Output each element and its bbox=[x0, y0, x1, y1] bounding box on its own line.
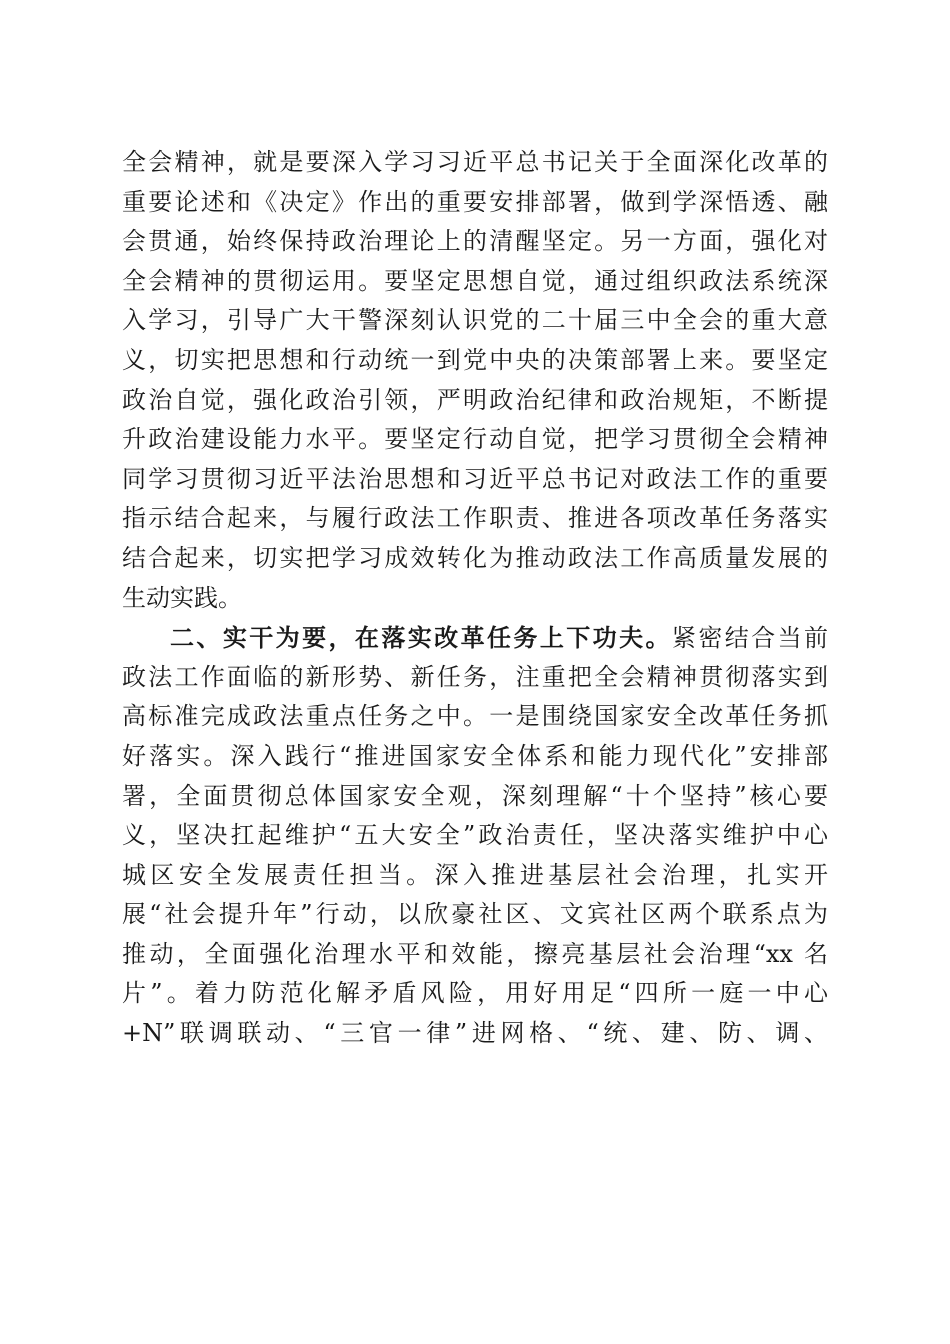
text-line: 义，坚决扛起维护“五大安全”政治责任，坚决落实维护中心 bbox=[122, 821, 828, 850]
text-line-first bbox=[122, 618, 828, 658]
paragraph-2 bbox=[122, 618, 828, 1054]
paragraph-1 bbox=[122, 143, 828, 618]
text-line: 义，切实把思想和行动统一到党中央的决策部署上来。要坚定 bbox=[122, 345, 828, 374]
body-text bbox=[122, 143, 828, 1054]
section-heading: 二、实干为要，在落实改革任务上下功夫。 bbox=[170, 623, 672, 653]
text-line: 入学习，引导广大干警深刻认识党的二十届三中全会的重大意 bbox=[122, 306, 828, 335]
text-line: 结合起来，切实把学习成效转化为推动政法工作高质量发展的 bbox=[122, 543, 828, 572]
text-line: 同学习贯彻习近平法治思想和习近平总书记对政法工作的重要 bbox=[122, 464, 828, 493]
text-line: 会贯通，始终保持政治理论上的清醒坚定。另一方面，强化对 bbox=[122, 227, 828, 256]
text-line: 城区安全发展责任担当。深入推进基层社会治理，扎实开 bbox=[122, 860, 828, 889]
text-line: 全会精神的贯彻运用。要坚定思想自觉，通过组织政法系统深 bbox=[122, 266, 828, 295]
text-line: 政法工作面临的新形势、新任务，注重把全会精神贯彻落实到 bbox=[122, 662, 828, 691]
text-line: 政治自觉，强化政治引领，严明政治纪律和政治规矩，不断提 bbox=[122, 385, 828, 414]
text-line: 重要论述和《决定》作出的重要安排部署，做到学深悟透、融 bbox=[122, 187, 828, 216]
text-line: 署，全面贯彻总体国家安全观，深刻理解“十个坚持”核心要 bbox=[122, 781, 828, 810]
text-line: +N”联调联动、“三官一律”进网格、“统、建、防、调、 bbox=[122, 1019, 828, 1048]
text-line: 展“社会提升年”行动，以欣豪社区、文宾社区两个联系点为 bbox=[122, 900, 828, 929]
text-line: 全会精神，就是要深入学习习近平总书记关于全面深化改革的 bbox=[122, 148, 828, 176]
heading-continuation: 紧密结合当前 bbox=[671, 624, 829, 653]
text-line: 推动，全面强化治理水平和效能，擦亮基层社会治理“xx 名 bbox=[122, 939, 828, 968]
text-line: 生动实践。 bbox=[122, 583, 242, 612]
text-line: 高标准完成政法重点任务之中。一是围绕国家安全改革任务抓 bbox=[122, 702, 828, 731]
text-line: 好落实。深入践行“推进国家安全体系和能力现代化”安排部 bbox=[122, 741, 828, 770]
text-line: 升政治建设能力水平。要坚定行动自觉，把学习贯彻全会精神 bbox=[122, 425, 828, 454]
text-line: 片”。着力防范化解矛盾风险，用好用足“四所一庭一中心 bbox=[122, 979, 828, 1008]
text-line: 指示结合起来，与履行政法工作职责、推进各项改革任务落实 bbox=[122, 504, 828, 533]
